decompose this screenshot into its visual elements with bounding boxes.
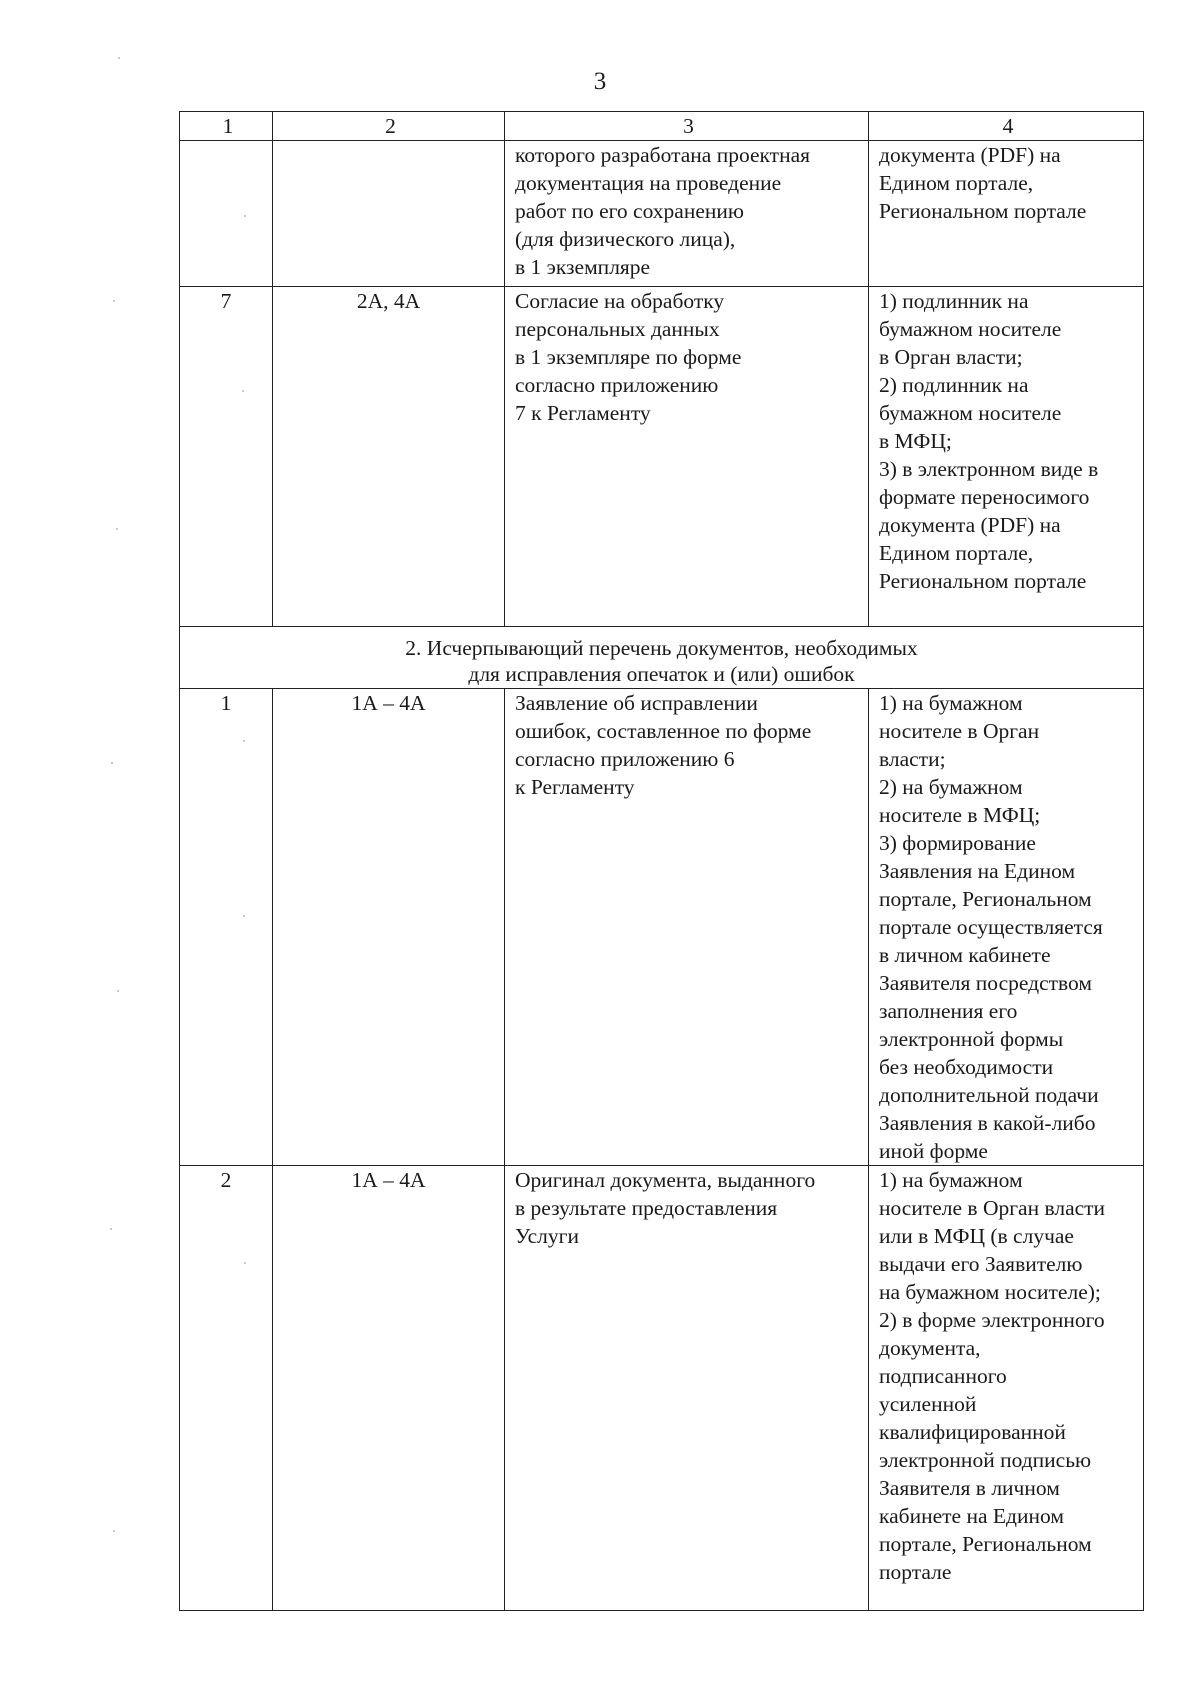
text-line: 7 к Регламенту <box>515 401 651 425</box>
scan-speck <box>242 390 244 392</box>
text-line: носителе в МФЦ; <box>879 803 1041 827</box>
text-line: заполнения его <box>879 999 1018 1023</box>
scan-speck <box>111 762 113 764</box>
scan-speck <box>243 915 245 917</box>
text-line: кабинете на Едином <box>879 1504 1064 1528</box>
section-title <box>180 627 1144 689</box>
documents-table <box>179 111 1144 1611</box>
text-line: квалифицированной <box>879 1420 1066 1444</box>
text-line: 1) на бумажном <box>879 691 1023 715</box>
text-line: или в МФЦ (в случае <box>879 1224 1074 1248</box>
text-line: документа, <box>879 1336 981 1360</box>
text-line: Услуги <box>515 1224 579 1248</box>
row-submission-method <box>869 689 1144 1166</box>
text-line: ошибок, составленное по форме <box>515 719 812 743</box>
text-line: носителе в Орган власти <box>879 1196 1106 1220</box>
text-line: портале <box>879 1560 952 1584</box>
text-line: дополнительной подачи <box>879 1083 1099 1107</box>
row-description <box>505 689 869 1166</box>
text-line: Едином портале, <box>879 541 1034 565</box>
column-header: 2 <box>273 112 505 141</box>
text-line: документация на проведение <box>515 171 782 195</box>
text-line: выдачи его Заявителю <box>879 1252 1083 1276</box>
text-line: согласно приложению 6 <box>515 747 735 771</box>
scan-speck <box>113 300 115 302</box>
row-number <box>180 141 273 287</box>
text-line: иной форме <box>879 1139 988 1163</box>
text-line: Заявление об исправлении <box>515 691 758 715</box>
text-line: Заявителя в личном <box>879 1476 1060 1500</box>
text-line: власти; <box>879 747 946 771</box>
text-line: Оригинал документа, выданного <box>515 1168 816 1192</box>
scan-speck <box>110 1228 112 1230</box>
row-description <box>505 141 869 287</box>
text-line: Заявителя посредством <box>879 971 1092 995</box>
column-header: 1 <box>180 112 273 141</box>
table-row <box>180 689 1144 1166</box>
scan-speck <box>118 57 120 59</box>
scan-speck <box>243 740 245 742</box>
text-line: персональных данных <box>515 317 720 341</box>
text-line: Заявления в какой-либо <box>879 1111 1096 1135</box>
section-title-line: для исправления опечаток и (или) ошибок <box>468 662 855 686</box>
column-header: 3 <box>505 112 869 141</box>
section-header-row <box>180 627 1144 689</box>
text-line: работ по его сохранению <box>515 199 744 223</box>
text-line: на бумажном носителе); <box>879 1280 1101 1304</box>
row-number: 1 <box>180 689 273 1166</box>
text-line: портале, Региональном <box>879 887 1092 911</box>
text-line: в 1 экземпляре по форме <box>515 345 742 369</box>
column-header: 4 <box>869 112 1144 141</box>
text-line: в личном кабинете <box>879 943 1051 967</box>
row-code <box>273 141 505 287</box>
row-submission-method <box>869 1166 1144 1611</box>
table-header-row <box>180 112 1144 141</box>
text-line: электронной формы <box>879 1027 1064 1051</box>
text-line: 1) подлинник на <box>879 289 1029 313</box>
text-line: бумажном носителе <box>879 317 1062 341</box>
text-line: подписанного <box>879 1364 1007 1388</box>
text-line: (для физического лица), <box>515 227 736 251</box>
text-line: Региональном портале <box>879 199 1087 223</box>
text-line: Едином портале, <box>879 171 1034 195</box>
text-line: согласно приложению <box>515 373 719 397</box>
row-submission-method <box>869 141 1144 287</box>
text-line: 3) в электронном виде в <box>879 457 1099 481</box>
text-line: носителе в Орган <box>879 719 1040 743</box>
text-line: 1) на бумажном <box>879 1168 1023 1192</box>
scan-speck <box>244 215 246 217</box>
text-line: Заявления на Едином <box>879 859 1076 883</box>
table-row-7 <box>180 287 1144 627</box>
text-line: 2) на бумажном <box>879 775 1023 799</box>
page-number: 3 <box>593 68 607 95</box>
text-line: 2) в форме электронного <box>879 1308 1105 1332</box>
text-line: формате переносимого <box>879 485 1090 509</box>
scan-speck <box>113 1530 115 1532</box>
text-line: 3) формирование <box>879 831 1036 855</box>
row-description <box>505 287 869 627</box>
text-line: которого разработана проектная <box>515 143 811 167</box>
row-number: 7 <box>180 287 273 627</box>
text-line: в Орган власти; <box>879 345 1023 369</box>
text-line: усиленной <box>879 1392 977 1416</box>
text-line: портале, Региональном <box>879 1532 1092 1556</box>
text-line: к Регламенту <box>515 775 635 799</box>
text-line: электронной подписью <box>879 1448 1092 1472</box>
row-submission-method <box>869 287 1144 627</box>
text-line: в МФЦ; <box>879 429 952 453</box>
row-number: 2 <box>180 1166 273 1611</box>
scan-speck <box>116 528 118 530</box>
text-line: портале осуществляется <box>879 915 1103 939</box>
text-line: документа (PDF) на <box>879 143 1061 167</box>
row-code: 1А – 4А <box>273 689 505 1166</box>
text-line: Согласие на обработку <box>515 289 725 313</box>
section-title-line: 2. Исчерпывающий перечень документов, необходимых <box>405 636 918 660</box>
table-row <box>180 1166 1144 1611</box>
scan-speck <box>244 1262 246 1264</box>
text-line: в результате предоставления <box>515 1196 778 1220</box>
row-description <box>505 1166 869 1611</box>
text-line: документа (PDF) на <box>879 513 1061 537</box>
text-line: 2) подлинник на <box>879 373 1029 397</box>
text-line: Региональном портале <box>879 569 1087 593</box>
table-row-continued <box>180 141 1144 287</box>
text-line: бумажном носителе <box>879 401 1062 425</box>
row-code: 1А – 4А <box>273 1166 505 1611</box>
text-line: без необходимости <box>879 1055 1054 1079</box>
text-line: в 1 экземпляре <box>515 255 651 279</box>
row-code: 2А, 4А <box>273 287 505 627</box>
scan-speck <box>117 990 119 992</box>
